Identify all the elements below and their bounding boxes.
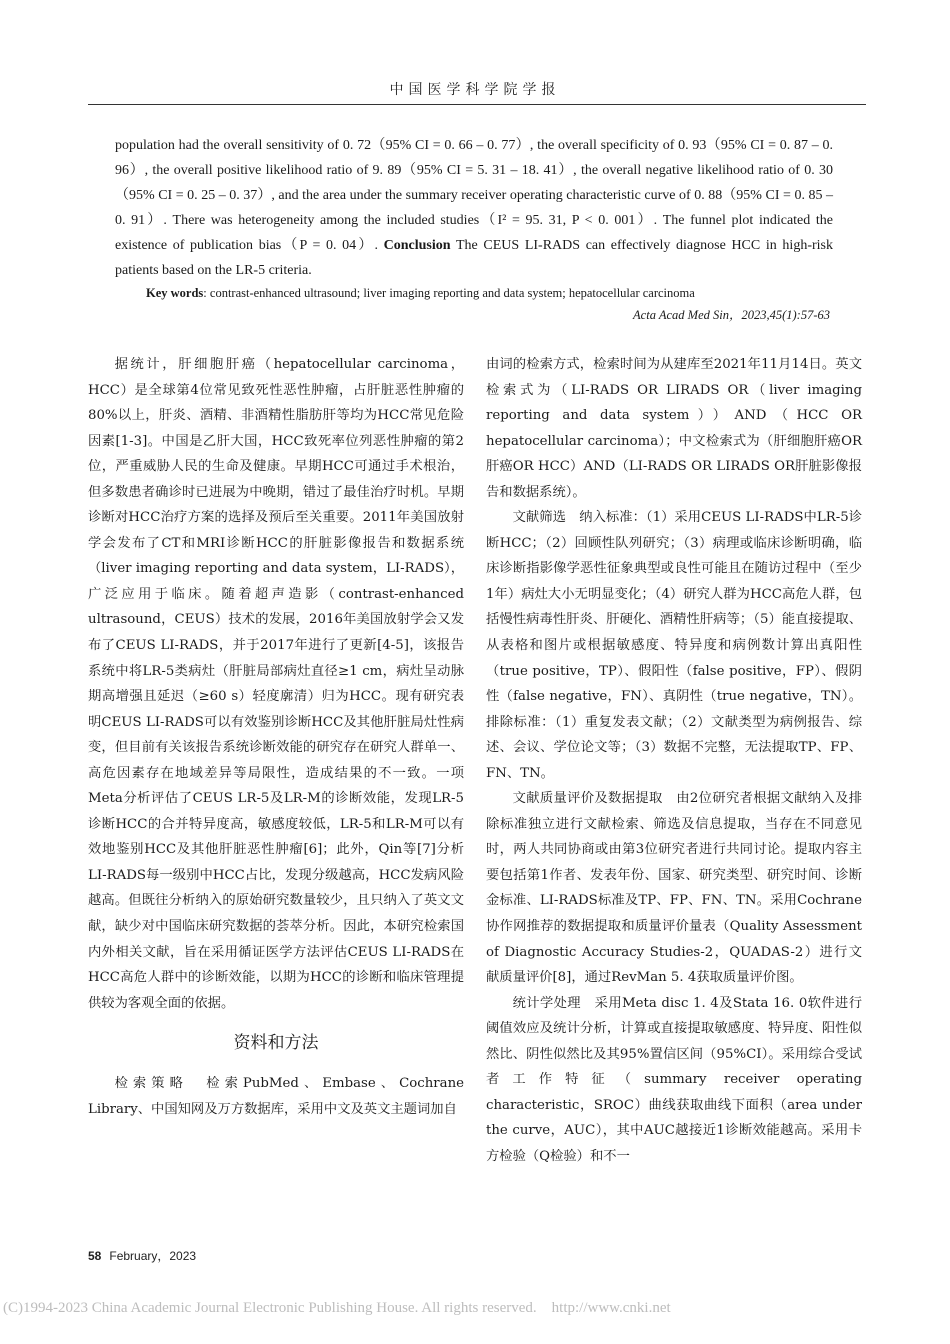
search-strategy-paragraph: 检索策略 检索PubMed、Embase、Cochrane Library、中国知网及万方数据库，采用中文及英文主题词加自 [88,1076,464,1117]
search-strategy-continuation: 由词的检索方式，检索时间为从建库至2021年11月14日。英文检索式为（LI-RADS OR LIRADS OR（liver imaging reporting and data system））AND（HCC OR hepatocellular carcinoma）；中文检索式为（肝细胞肝癌OR肝癌OR HCC）AND（LI-RADS OR LIRADS OR肝脏影像报告和数据系统）。 [486,357,862,500]
header-rule [88,104,866,105]
footer-date: February，2023 [109,1249,197,1263]
copyright-watermark: (C)1994-2023 China Academic Journal Electronic Publishing House. All rights reserved. http://www.cnki.net [3,1300,671,1316]
keywords-text: : contrast-enhanced ultrasound; liver imaging reporting and data system; hepatocellular carcinoma [203,286,695,300]
abstract-conclusion-text: The CEUS LI-RADS can effectively diagnose HCC in high-risk patients based on the LR-5 criteria. [115,238,833,278]
abstract-paragraph [115,133,833,283]
journal-title: 中国医学科学院学报 [389,82,561,98]
keywords [146,284,836,302]
screening-paragraph: 文献筛选 纳入标准：（1）采用CEUS LI-RADS中LR-5诊断HCC；（2）回顾性队列研究；（3）病理或临床诊断明确，临床诊断指影像学恶性征象典型或良性可能且在随访过程中（至少1年）病灶大小无明显变化；（4）研究人群为HCC高危人群，包括慢性病毒性肝炎、肝硬化、酒精性肝病等；（5）能直接提取、从表格和图片或根据敏感度、特异度和病例数计算出真阳性（true positive，TP）、假阳性（false positive，FP）、假阴性（false negative，FN）、真阴性（true negative，TN）。排除标准：（1）重复发表文献；（2）文献类型为病例报告、综述、会议、学位论文等；（3）数据不完整，无法提取TP、FP、FN、TN。 [486,510,862,781]
quality-paragraph: 文献质量评价及数据提取 由2位研究者根据文献纳入及排除标准独立进行文献检索、筛选及信息提取，当存在不同意见时，两人共同协商或由第3位研究者进行共同讨论。提取内容主要包括第1作者、发表年份、国家、研究类型、研究时间、诊断金标准、LI-RADS标准及TP、FP、FN、TN。采用Cochrane协作网推荐的数据提取和质量评价量表（Quality Assessment of Diagnostic Accuracy Studies-2，QUADAS-2）进行文献质量评价[8]，通过RevMan 5. 4获取质量评价图。 [486,791,862,986]
keywords-label: Key words [146,286,204,300]
intro-paragraph: 据统计，肝细胞肝癌（hepatocellular carcinoma，HCC）是全球第4位常见致死性恶性肿瘤，占肝脏恶性肿瘤的80%以上，肝炎、酒精、非酒精性脂肪肝等均为HCC常见危险因素[1-3]。中国是乙肝大国，HCC致死率位列恶性肿瘤的第2位，严重威胁人民的生命及健康。早期HCC可通过手术根治，但多数患者确诊时已进展为中晚期，错过了最佳治疗时机。早期诊断对HCC治疗方案的选择及预后至关重要。2011年美国放射学会发布了CT和MRI诊断HCC的肝脏影像报告和数据系统（liver imaging reporting and data system，LI-RADS），广泛应用于临床。随着超声造影（contrast-enhanced ultrasound，CEUS）技术的发展，2016年美国放射学会又发布了CEUS LI-RADS，并于2017年进行了更新[4-5]，该报告系统中将LR-5类病灶（肝脏局部病灶直径≥1 cm，病灶呈动脉期高增强且延迟（≥60 s）轻度廓清）归为HCC。现有研究表明CEUS LI-RADS可以有效鉴别诊断HCC及其他肝脏局灶性病变，但目前有关该报告系统诊断效能的研究存在研究人群单一、高危因素存在地域差异等局限性，造成结果的不一致。一项Meta分析评估了CEUS LR-5及LR-M的诊断效能，发现LR-5诊断HCC的合并特异度高，敏感度较低，LR-5和LR-M可以有效地鉴别HCC及其他肝脏恶性肿瘤[6]；此外，Qin等[7]分析LI-RADS每一级别中HCC占比，发现分级越高，HCC发病风险越高。但既往分析纳入的原始研究数量较少，且只纳入了英文文献，缺少对中国临床研究数据的荟萃分析。因此，本研究检索国内外相关文献，旨在采用循证医学方法评估CEUS LI-RADS在HCC高危人群中的诊断效能，以期为HCC的诊断和临床管理提供较为客观全面的依据。 [88,357,464,1011]
left-column [88,352,464,1122]
statistics-paragraph: 统计学处理 采用Meta disc 1. 4及Stata 16. 0软件进行阈值效应及统计分析，计算或直接提取敏感度、特异度、阳性似然比、阴性似然比及其95%置信区间（95%CI）。采用综合受试者工作特征（summary receiver operating characteristic，SROC）曲线获取曲线下面积（area under the curve，AUC），其中AUC越接近1诊断效能越高。采用卡方检验（Q检验）和不一 [486,995,862,1164]
right-column [486,352,862,1170]
page-number: 58 [88,1249,102,1263]
abstract-results-text: population had the overall sensitivity of 0. 72（95% CI = 0. 66 – 0. 77）, the overall specificity of 0. 93（95% CI = 0. 87 – 0. 96）, the overall positive likelihood ratio of 9. 89（95% CI = 5. 31 – 18. 41）, the overall negative likelihood ratio of 0. 30（95% CI = 0. 25 – 0. 37）, and the area under the summary receiver operating characteristic curve of 0. 88（95% CI = 0. 85 – 0. 91）. There was heterogeneity among the included studies（I² = 95. 31, P < 0. 001）. The funnel plot indicated the existence of publication bias（P = 0. 04）. [115,138,833,253]
section-heading: 资料和方法 [233,1033,319,1054]
citation: Acta Acad Med Sin，2023,45(1):57-63 [633,308,830,322]
abstract-continuation [115,133,833,283]
conclusion-label: Conclusion [383,238,451,253]
page-footer [88,1247,196,1264]
